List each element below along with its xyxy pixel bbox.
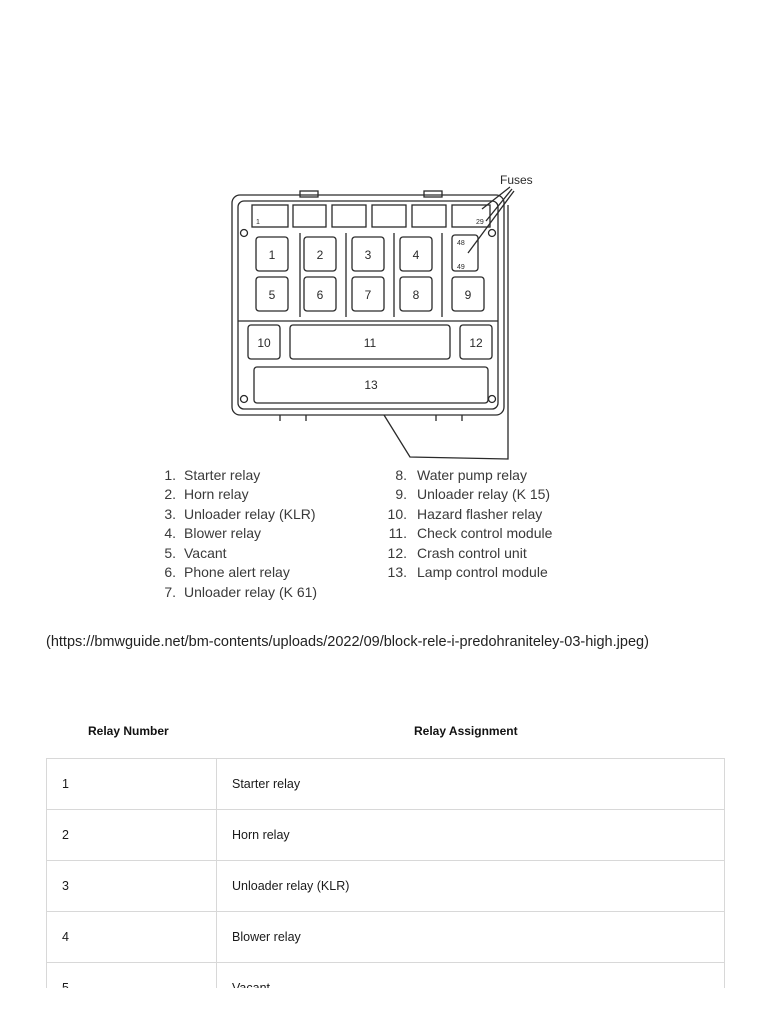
legend-label: Blower relay xyxy=(184,525,262,541)
legend-number: 10. xyxy=(387,506,407,522)
fuse-box-svg xyxy=(140,165,580,605)
fuse-box-diagram xyxy=(140,165,580,605)
legend-label: Unloader relay (KLR) xyxy=(184,506,316,522)
housing-tab xyxy=(300,191,318,197)
relay-12-label: 12 xyxy=(469,336,483,350)
legend-label: Water pump relay xyxy=(417,467,527,483)
cable-line xyxy=(384,205,508,459)
legend-right-column xyxy=(388,467,553,580)
module-11-label: 11 xyxy=(363,336,377,350)
legend-number: 7. xyxy=(164,584,176,600)
relay-number-cell: 1 xyxy=(47,759,217,810)
legend-number: 8. xyxy=(395,467,407,483)
legend-label: Hazard flasher relay xyxy=(417,506,543,522)
legend-number: 3. xyxy=(164,506,176,522)
relay-number-cell: 3 xyxy=(47,861,217,912)
legend-label: Starter relay xyxy=(184,467,261,483)
legend-label: Unloader relay (K 15) xyxy=(417,486,551,502)
relay-assignment-cell: Horn relay xyxy=(217,810,725,861)
legend-number: 9. xyxy=(395,486,407,502)
relay-8-label: 8 xyxy=(412,288,420,302)
legend-label: Check control module xyxy=(417,525,553,541)
fuses-leader-line xyxy=(482,187,510,209)
fuse-number-49: 49 xyxy=(457,264,465,271)
table-row xyxy=(47,912,725,963)
relay-table xyxy=(46,758,725,1014)
relay-9-label: 9 xyxy=(464,288,472,302)
fuse-48-49-box xyxy=(452,235,478,271)
relay-assignment-cell: Blower relay xyxy=(217,912,725,963)
relay-number-cell: 4 xyxy=(47,912,217,963)
legend-left-column xyxy=(164,467,317,600)
fuse-slot xyxy=(332,205,366,227)
legend-number: 6. xyxy=(164,564,176,580)
legend-label: Crash control unit xyxy=(417,545,527,561)
mount-hole xyxy=(241,396,248,403)
legend-number: 1. xyxy=(164,467,176,483)
fuse-slot xyxy=(293,205,326,227)
relay-5-label: 5 xyxy=(268,288,276,302)
relay-assignment-cell: Unloader relay (KLR) xyxy=(217,861,725,912)
fuse-slot xyxy=(452,205,490,227)
housing-tab xyxy=(424,191,442,197)
mount-hole xyxy=(489,230,496,237)
table-row xyxy=(47,759,725,810)
legend-label: Lamp control module xyxy=(417,564,548,580)
fuse-number-48: 48 xyxy=(457,240,465,247)
relay-4-label: 4 xyxy=(412,248,420,262)
relay-2-label: 2 xyxy=(316,248,324,262)
relay-number-cell: 2 xyxy=(47,810,217,861)
legend-number: 11. xyxy=(388,525,407,541)
legend-label: Horn relay xyxy=(184,486,249,502)
legend-label: Phone alert relay xyxy=(184,564,290,580)
page-bottom-edge xyxy=(0,988,768,1024)
fuse-slot xyxy=(412,205,446,227)
image-source-link[interactable]: (https://bmwguide.net/bm-contents/uploads/2022/09/block-rele-i-predohraniteley-03-high.jpeg) xyxy=(46,634,649,650)
relay-10-label: 10 xyxy=(257,336,271,350)
fuses-label: Fuses xyxy=(500,173,533,187)
legend-number: 12. xyxy=(387,545,407,561)
fuses-leader-line xyxy=(468,191,514,253)
relay-assignment-cell: Starter relay xyxy=(217,759,725,810)
legend-number: 13. xyxy=(387,564,407,580)
legend-number: 5. xyxy=(164,545,176,561)
fuse-slot xyxy=(372,205,406,227)
relay-6-label: 6 xyxy=(316,288,324,302)
legend-label: Unloader relay (K 61) xyxy=(184,584,318,600)
legend-label: Vacant xyxy=(184,545,227,561)
column-header-relay-number: Relay Number xyxy=(88,724,169,738)
fuse-number-last: 29 xyxy=(476,219,484,226)
mount-hole xyxy=(241,230,248,237)
column-header-relay-assignment: Relay Assignment xyxy=(414,724,518,738)
table-row xyxy=(47,810,725,861)
relay-7-label: 7 xyxy=(364,288,372,302)
legend-number: 2. xyxy=(164,486,176,502)
relay-3-label: 3 xyxy=(364,248,372,262)
module-13-label: 13 xyxy=(364,378,378,392)
table-row xyxy=(47,861,725,912)
mount-hole xyxy=(489,396,496,403)
fuse-number-first: 1 xyxy=(256,219,260,226)
relay-1-label: 1 xyxy=(268,248,276,262)
legend-number: 4. xyxy=(164,525,176,541)
